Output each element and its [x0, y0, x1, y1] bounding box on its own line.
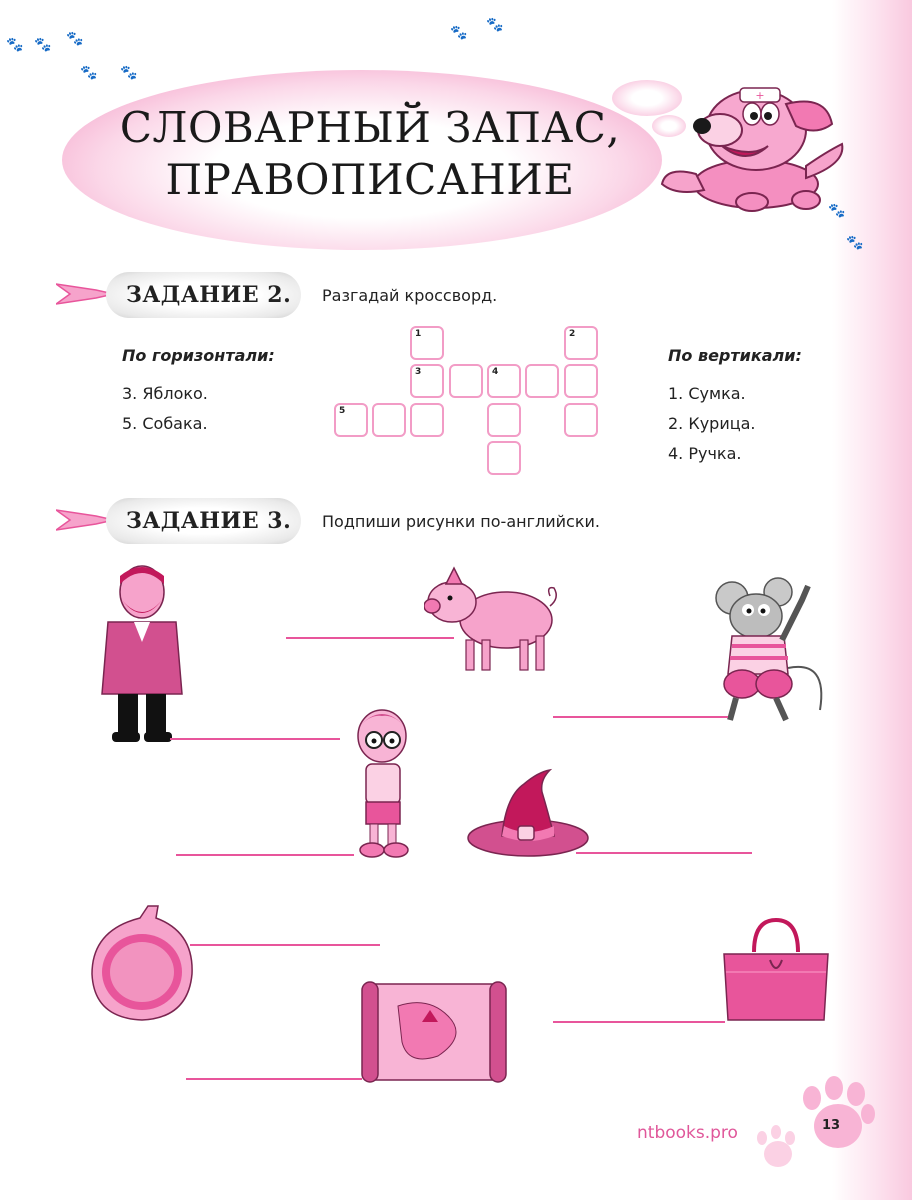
- vertical-clue: 2. Курица.: [668, 414, 756, 433]
- svg-text:+: +: [755, 89, 765, 102]
- cell-number: 4: [492, 367, 499, 377]
- paw-print-icon: 🐾: [828, 203, 846, 219]
- hat-illustration: [466, 766, 590, 860]
- answer-line[interactable]: [286, 637, 454, 639]
- answer-line[interactable]: [170, 738, 340, 740]
- cell-number: 5: [339, 406, 346, 416]
- horizontal-clues-heading: По горизонтали:: [122, 346, 275, 365]
- answer-line[interactable]: [553, 716, 728, 718]
- boy-illustration: [350, 702, 414, 860]
- mouse-illustration: [712, 570, 834, 730]
- task2-label: ЗАДАНИЕ 2.: [126, 282, 292, 308]
- crossword-cell[interactable]: [564, 326, 598, 360]
- cell-number: 1: [415, 329, 422, 339]
- paw-print-icon: 🐾: [450, 25, 468, 41]
- horizontal-clue: 5. Собака.: [122, 414, 208, 433]
- vertical-clue: 1. Сумка.: [668, 384, 746, 403]
- page-title: [100, 102, 640, 206]
- paw-print-icon: 🐾: [80, 65, 98, 81]
- cell-number: 3: [415, 367, 422, 377]
- crossword-cell[interactable]: [334, 403, 368, 437]
- crossword-cell[interactable]: [372, 403, 406, 437]
- fig-illustration: [88, 902, 198, 1022]
- title-line-1: СЛОВАРНЫЙ ЗАПАС,: [119, 103, 621, 152]
- paw-print-icon: 🐾: [66, 31, 84, 47]
- task3-instruction: Подпиши рисунки по-английски.: [322, 512, 600, 531]
- paw-print-icon: 🐾: [34, 37, 52, 53]
- paw-footer-icon: [746, 1074, 876, 1174]
- footer-url: ntbooks.pro: [637, 1123, 738, 1143]
- vertical-clues-heading: По вертикали:: [668, 346, 802, 365]
- handbag-illustration: [720, 916, 832, 1024]
- crossword-cell[interactable]: [410, 403, 444, 437]
- dog-illustration: [656, 74, 852, 220]
- crossword-cell[interactable]: [525, 364, 559, 398]
- horizontal-clue: 3. Яблоко.: [122, 384, 208, 403]
- man-illustration: [92, 562, 192, 744]
- cell-number: 2: [569, 329, 576, 339]
- crossword-cell[interactable]: [564, 403, 598, 437]
- answer-line[interactable]: [186, 1078, 362, 1080]
- answer-line[interactable]: [576, 852, 752, 854]
- answer-line[interactable]: [553, 1021, 725, 1023]
- paw-print-icon: 🐾: [846, 235, 864, 251]
- crossword-cell[interactable]: [410, 364, 444, 398]
- map-scroll-illustration: [358, 976, 510, 1088]
- paw-print-icon: 🐾: [120, 65, 138, 81]
- paw-print-icon: 🐾: [6, 37, 24, 53]
- answer-line[interactable]: [190, 944, 380, 946]
- crossword-cell[interactable]: [410, 326, 444, 360]
- crossword-cell[interactable]: [487, 403, 521, 437]
- page-number: 13: [822, 1118, 841, 1133]
- crossword-cell[interactable]: [449, 364, 483, 398]
- crossword-cell[interactable]: [487, 441, 521, 475]
- task2-instruction: Разгадай кроссворд.: [322, 286, 498, 305]
- paw-print-icon: 🐾: [486, 17, 504, 33]
- crossword-cell[interactable]: [564, 364, 598, 398]
- answer-line[interactable]: [176, 854, 354, 856]
- crossword-cell[interactable]: [487, 364, 521, 398]
- task3-label: ЗАДАНИЕ 3.: [126, 508, 292, 534]
- title-line-2: ПРАВОПИСАНИЕ: [165, 155, 575, 204]
- pig-illustration: [424, 562, 562, 674]
- vertical-clue: 4. Ручка.: [668, 444, 742, 463]
